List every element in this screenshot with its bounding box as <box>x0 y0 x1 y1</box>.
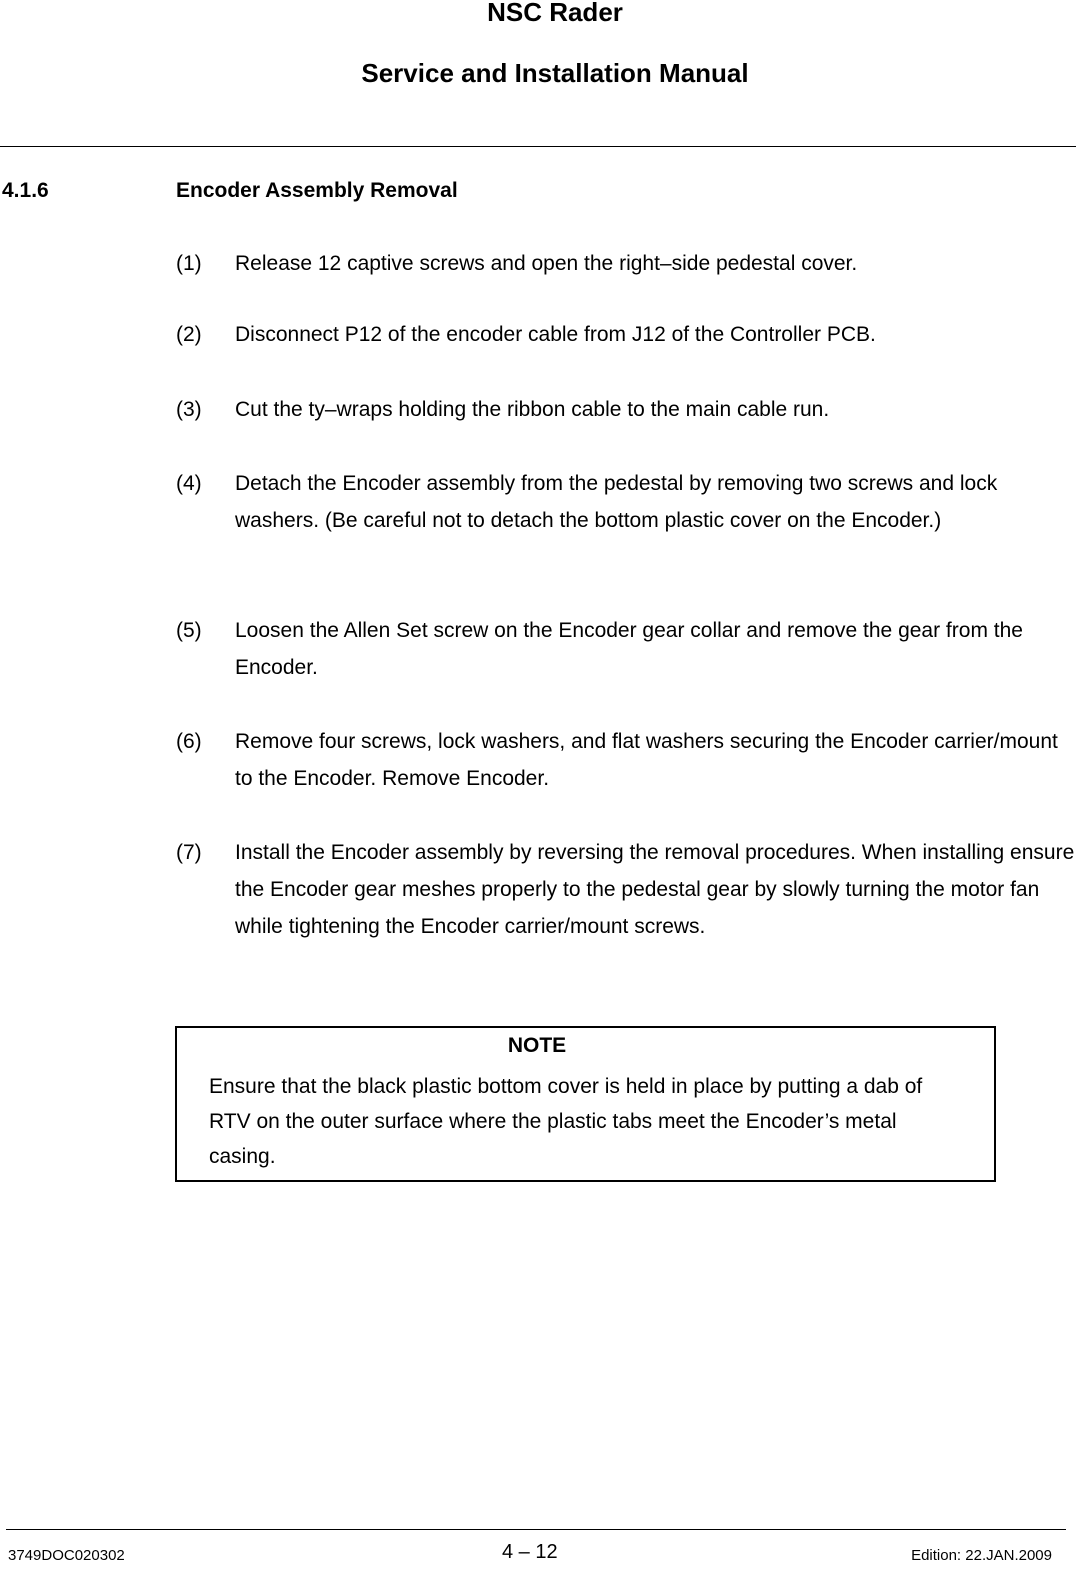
step-number: (6) <box>176 730 202 753</box>
footer-doc-number: 3749DOC020302 <box>8 1547 125 1564</box>
step-text: Detach the Encoder assembly from the pedestal by removing two screws and lock washers. (Be careful not to detach the bottom plastic cover on the Encoder.) <box>235 472 998 532</box>
footer-edition: Edition: 22.JAN.2009 <box>911 1547 1052 1564</box>
note-box <box>175 1026 996 1182</box>
step-text: Loosen the Allen Set screw on the Encoder gear collar and remove the gear from the Encoder. <box>235 619 1023 679</box>
note-text: Ensure that the black plastic bottom cover is held in place by putting a dab of RTV on the outer surface where the plastic tabs meet the Encoder’s metal casing. <box>209 1075 923 1168</box>
section-number: 4.1.6 <box>2 179 49 202</box>
footer-divider <box>6 1529 1066 1530</box>
header-divider <box>0 146 1076 147</box>
step-number: (2) <box>176 323 202 346</box>
step-number: (1) <box>176 252 202 275</box>
step-text: Remove four screws, lock washers, and flat washers securing the Encoder carrier/mount to the Encoder. Remove Encoder. <box>235 730 1058 790</box>
note-title: NOTE <box>507 1034 567 1057</box>
step-text: Release 12 captive screws and open the right–side pedestal cover. <box>235 252 858 275</box>
step-number: (7) <box>176 841 202 864</box>
document-subtitle: Service and Installation Manual <box>361 58 749 88</box>
step-text: Cut the ty–wraps holding the ribbon cable to the main cable run. <box>235 398 830 421</box>
step-text: Disconnect P12 of the encoder cable from J12 of the Controller PCB. <box>235 323 876 346</box>
step-number: (3) <box>176 398 202 421</box>
footer-page-number: 4 – 12 <box>502 1541 558 1563</box>
document-title: NSC Rader <box>487 0 623 27</box>
step-number: (4) <box>176 472 202 495</box>
step-number: (5) <box>176 619 202 642</box>
section-title: Encoder Assembly Removal <box>176 179 458 202</box>
step-text: Install the Encoder assembly by reversing the removal procedures. When installing ensure the Encoder gear meshes properly to the pedestal gear by slowly turning the motor fan while tightening the Encoder carrier/mount screws. <box>235 841 1075 938</box>
